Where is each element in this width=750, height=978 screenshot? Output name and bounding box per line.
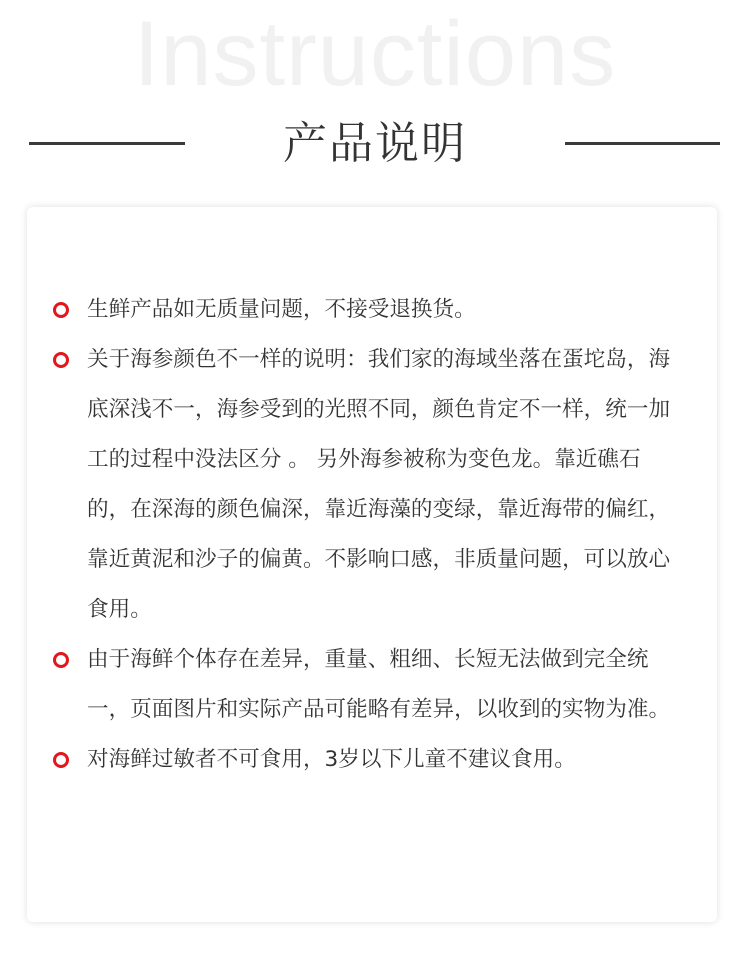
list-item-text: 对海鲜过敏者不可食用，3岁以下儿童不建议食用。 xyxy=(87,747,576,772)
list-item-text: 关于海参颜色不一样的说明：我们家的海域坐落在蛋坨岛，海底深浅不一，海参受到的光照不同，颜色肯定不一样，统一加工的过程中没法区分 。 另外海参被称为变色龙。靠近礁石的，在深海的颜色偏深，靠近海藻的变绿，靠近海带的偏红，靠近黄泥和沙子的偏黄。不影响口感，非质量问题，可以放心食用。 xyxy=(87,347,671,622)
page-title: 产品说明 xyxy=(283,118,467,169)
list-item xyxy=(27,735,677,785)
list-item-text: 由于海鲜个体存在差异，重量、粗细、长短无法做到完全统一，页面图片和实际产品可能略有差异，以收到的实物为准。 xyxy=(87,647,671,722)
circle-bullet-icon xyxy=(53,652,69,668)
instructions-list xyxy=(27,285,717,785)
list-item xyxy=(27,335,677,635)
circle-bullet-icon xyxy=(53,302,69,318)
circle-bullet-icon xyxy=(53,352,69,368)
list-item xyxy=(27,285,677,335)
section-heading xyxy=(0,112,750,176)
list-item-text: 生鲜产品如无质量问题，不接受退换货。 xyxy=(87,297,476,322)
watermark-text: Instructions xyxy=(133,3,617,105)
instructions-card xyxy=(27,207,717,922)
circle-bullet-icon xyxy=(53,752,69,768)
heading-rule-right xyxy=(565,142,720,145)
list-item xyxy=(27,635,677,735)
